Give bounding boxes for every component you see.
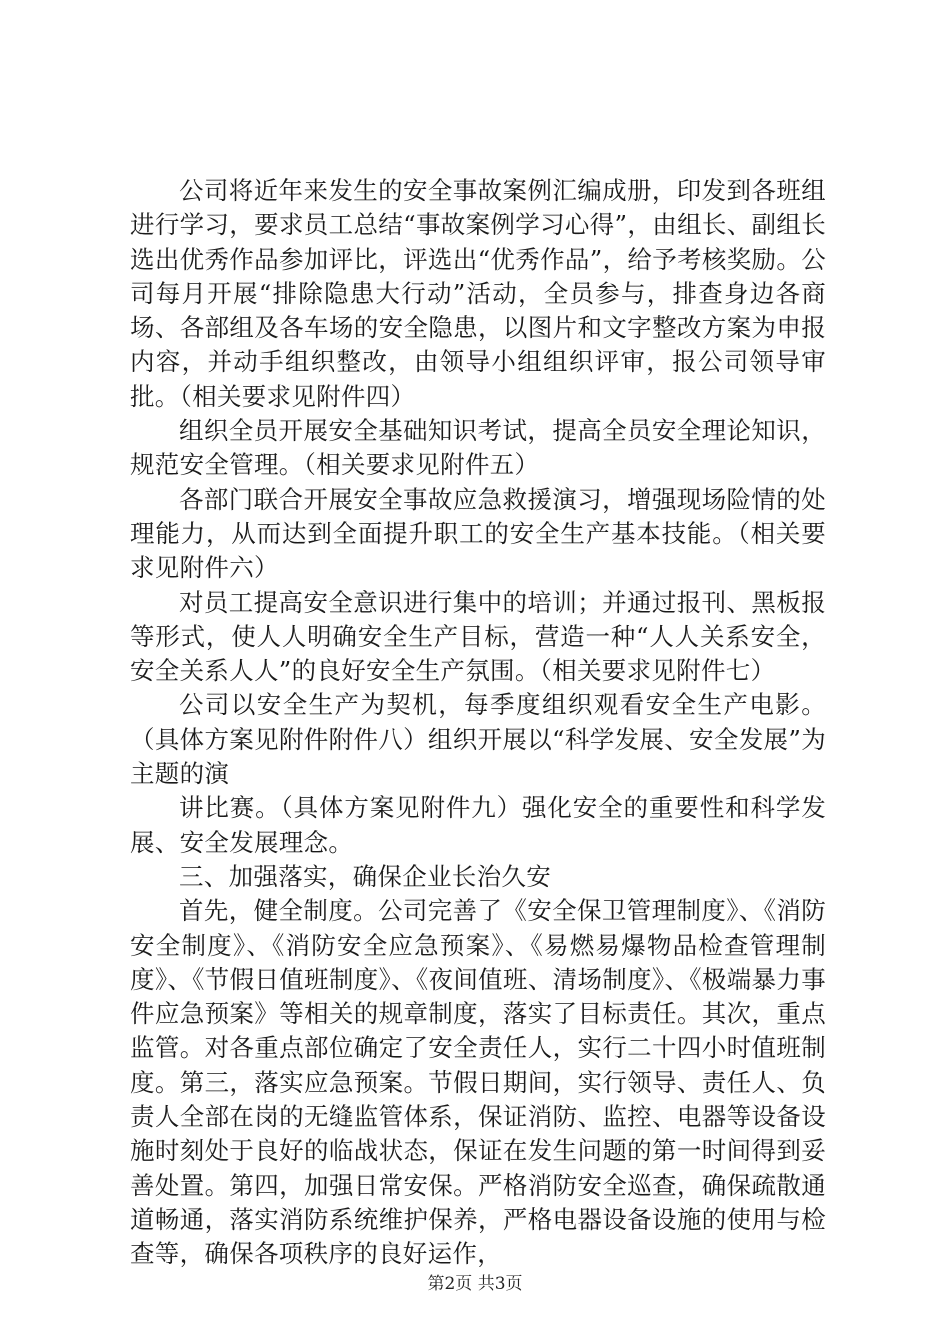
paragraph-knowledge-exam: 组织全员开展安全基础知识考试，提高全员安全理论知识，规范安全管理。（相关要求见附件五）: [130, 416, 826, 480]
section-heading-implementation: 三、加强落实，确保企业长治久安: [179, 861, 551, 891]
paragraph-institution-measures: 首先，健全制度。公司完善了《安全保卫管理制度》、《消防安全制度》、《消防安全应急预案》、《易燃易爆物品检查管理制度》、《节假日值班制度》、《夜间值班、清场制度》、《极端暴力事件应急预案》等相关的规章制度，落实了目标责任。其次，重点监管。对各重点部位确定了安全责任人，实行二十四小时值班制度。第三，落实应急预案。节假日期间，实行领导、责任人、负责人全部在岗的无缝监管体系，保证消防、监控、电器等设备设施时刻处于良好的临战状态，保证在发生问题的第一时间得到妥善处置。第四，加强日常安保。严格消防安全巡查，确保疏散通道畅通，落实消防系统维护保养，严格电器设备设施的使用与检查等，确保各项秩序的良好运作，: [130, 896, 826, 1269]
document-body: [130, 174, 826, 1272]
paragraph-speech-contest: 讲比赛。（具体方案见附件九）强化安全的重要性和科学发展、安全发展理念。: [130, 793, 826, 857]
paragraph-safety-training: 对员工提高安全意识进行集中的培训；并通过报刊、黑板报等形式，使人人明确安全生产目标，营造一种“人人关系安全，安全关系人人”的良好安全生产氛围。（相关要求见附件七）: [130, 587, 826, 686]
page-footer: 第2页 共3页: [427, 1274, 523, 1294]
paragraph-emergency-drill: 各部门联合开展安全事故应急救援演习，增强现场险情的处理能力，从而达到全面提升职工的安全生产基本技能。（相关要求见附件六）: [130, 484, 826, 583]
paragraph-safety-film: 公司以安全生产为契机，每季度组织观看安全生产电影。（具体方案见附件附件八）组织开展以“科学发展、安全发展”为主题的演: [130, 690, 826, 789]
paragraph-case-study: 公司将近年来发生的安全事故案例汇编成册，印发到各班组进行学习，要求员工总结“事故案例学习心得”，由组长、副组长选出优秀作品参加评比，评选出“优秀作品”，给予考核奖励。公司每月开展“排除隐患大行动”活动，全员参与，排查身边各商场、各部组及各车场的安全隐患，以图片和文字整改方案为申报内容，并动手组织整改，由领导小组组织评审，报公司领导审批。（相关要求见附件四）: [130, 176, 826, 411]
